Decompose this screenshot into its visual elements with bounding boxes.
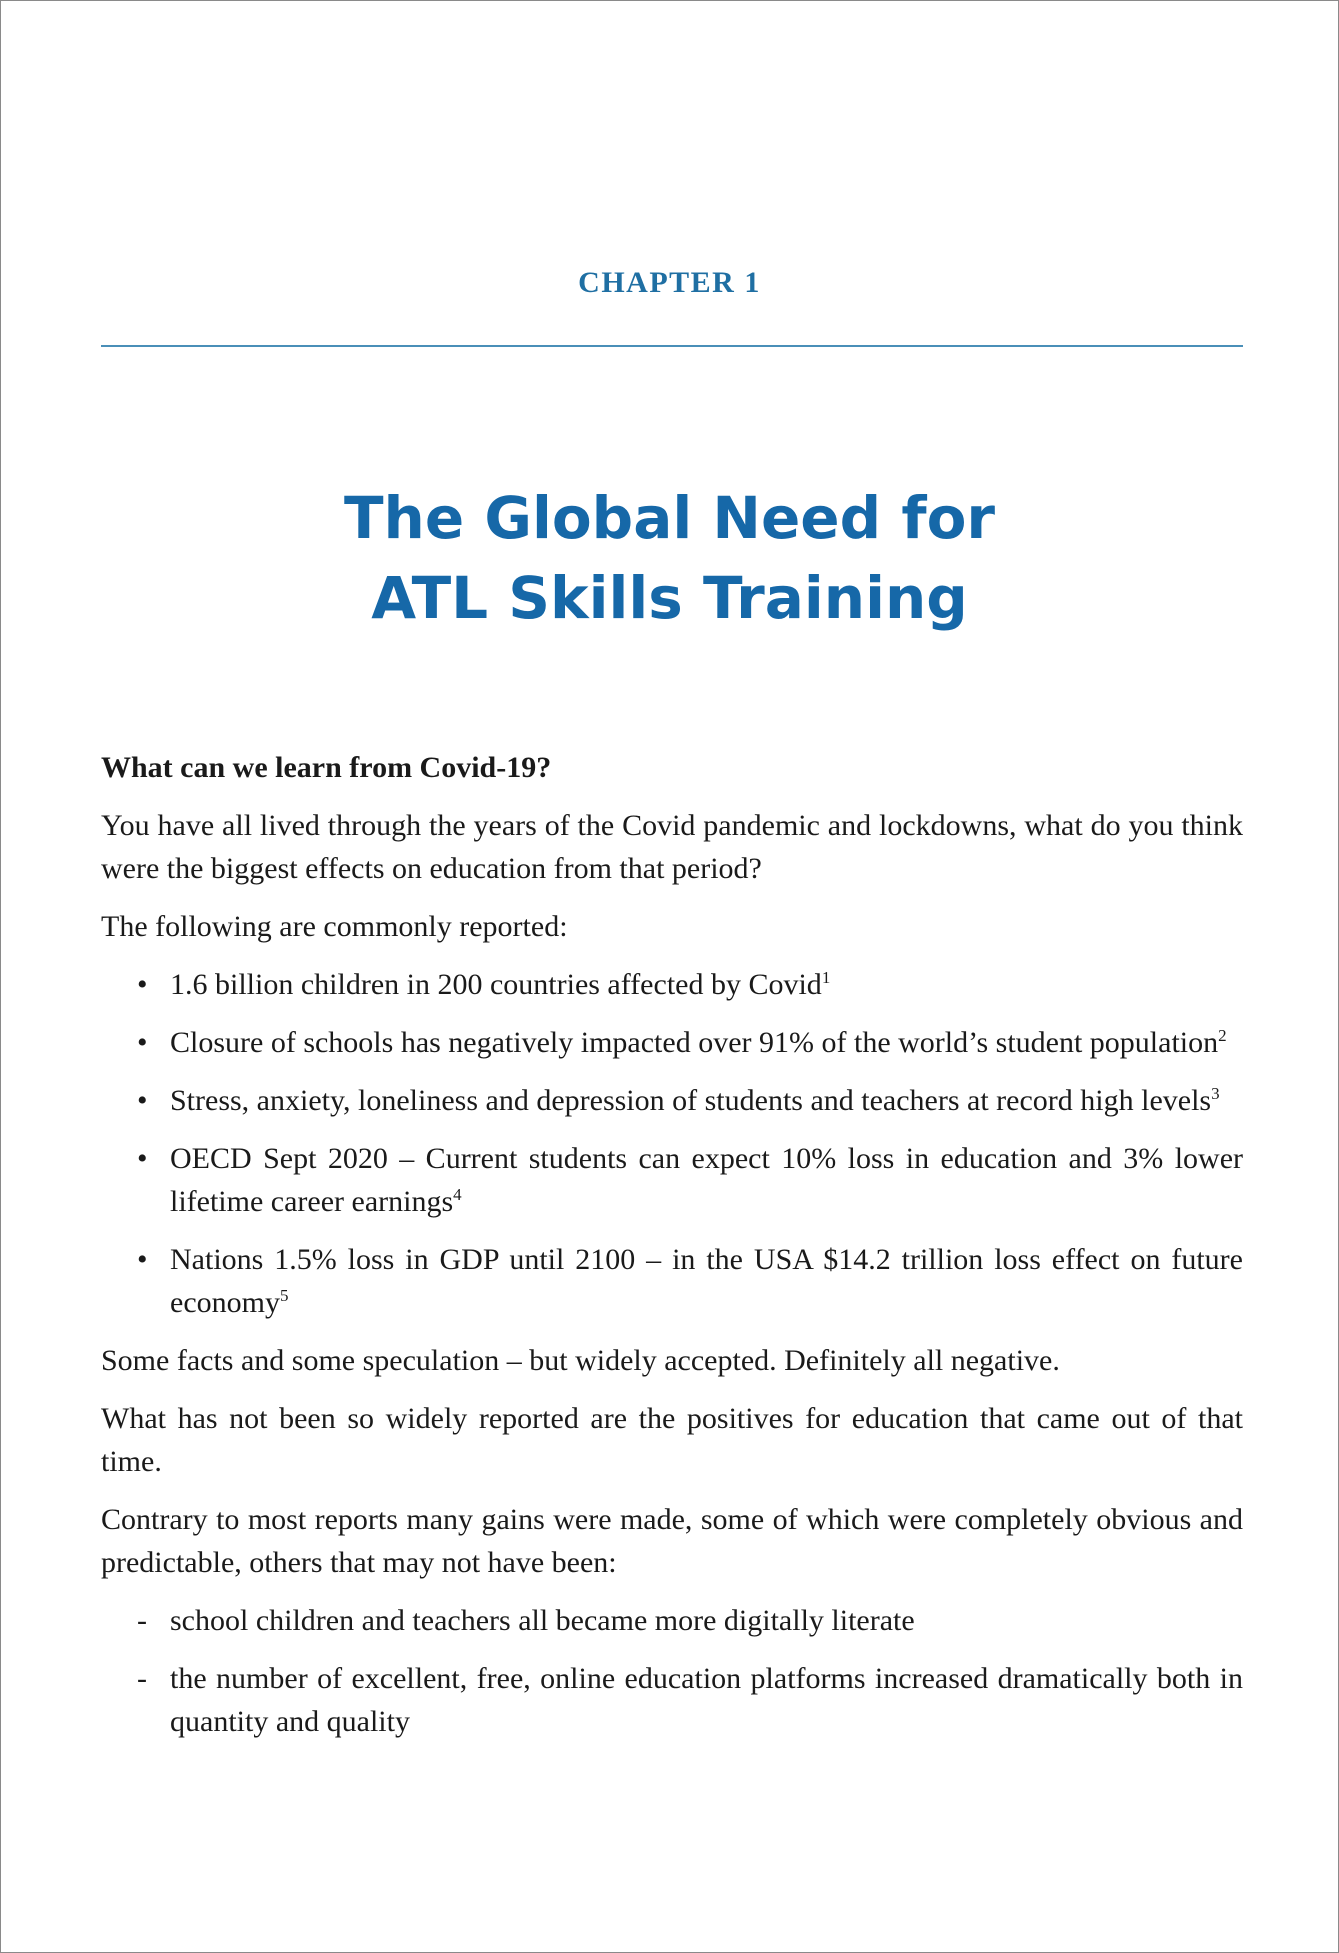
bullet-marker: • xyxy=(137,1243,148,1276)
gains-list xyxy=(101,1599,1243,1743)
list-item xyxy=(101,1137,1243,1223)
section-heading: What can we learn from Covid-19? xyxy=(101,751,552,784)
list-item xyxy=(101,1079,1243,1122)
list-item-text: OECD Sept 2020 – Current students can expect 10% loss in education and 3% lower lifetime career earnings xyxy=(170,1142,1243,1218)
list-item-text: Nations 1.5% loss in GDP until 2100 – in the USA $14.2 trillion loss effect on future economy xyxy=(170,1243,1243,1319)
list-item-text: the number of excellent, free, online education platforms increased dramatically both in quantity and quality xyxy=(170,1662,1243,1738)
summary-paragraph: Some facts and some speculation – but widely accepted. Definitely all negative. xyxy=(101,1344,1060,1377)
chapter-label: CHAPTER 1 xyxy=(578,266,761,299)
list-item-text: 1.6 billion children in 200 countries affected by Covid xyxy=(170,968,822,1001)
list-item xyxy=(101,1599,1243,1642)
chapter-title-line-1: The Global Need for xyxy=(343,484,996,552)
footnote-ref: 2 xyxy=(1218,1026,1227,1045)
footnote-ref: 5 xyxy=(279,1286,289,1305)
list-item xyxy=(101,1238,1243,1324)
footnote-ref: 3 xyxy=(1211,1084,1220,1103)
effects-list xyxy=(101,963,1243,1324)
dash-marker: - xyxy=(137,1662,147,1695)
lead-paragraph: The following are commonly reported: xyxy=(101,910,568,943)
bullet-marker: • xyxy=(137,968,148,1001)
footnote-ref: 4 xyxy=(453,1185,462,1204)
positives-paragraph: What has not been so widely reported are the positives for education that came out of that time. xyxy=(101,1402,1243,1478)
bullet-marker: • xyxy=(137,1084,148,1117)
chapter-title xyxy=(0,478,1339,638)
chapter-body xyxy=(101,746,1243,1758)
footnote-ref: 1 xyxy=(821,968,831,987)
gains-paragraph: Contrary to most reports many gains were made, some of which were completely obvious and predictable, others that may not have been: xyxy=(101,1503,1243,1579)
list-item xyxy=(101,1657,1243,1743)
bullet-marker: • xyxy=(137,1026,148,1059)
list-item-text: Closure of schools has negatively impacted over 91% of the world’s student population xyxy=(170,1026,1219,1059)
list-item xyxy=(101,1021,1243,1064)
chapter-title-line-2: ATL Skills Training xyxy=(371,564,968,632)
dash-marker: - xyxy=(137,1604,147,1637)
list-item-text: Stress, anxiety, loneliness and depression of students and teachers at record high levels xyxy=(170,1084,1212,1117)
intro-paragraph: You have all lived through the years of the Covid pandemic and lockdowns, what do you think were the biggest effects on education from that period? xyxy=(101,809,1243,885)
bullet-marker: • xyxy=(137,1142,148,1175)
chapter-divider xyxy=(101,345,1243,347)
list-item xyxy=(101,963,1243,1006)
list-item-text: school children and teachers all became more digitally literate xyxy=(170,1604,915,1637)
